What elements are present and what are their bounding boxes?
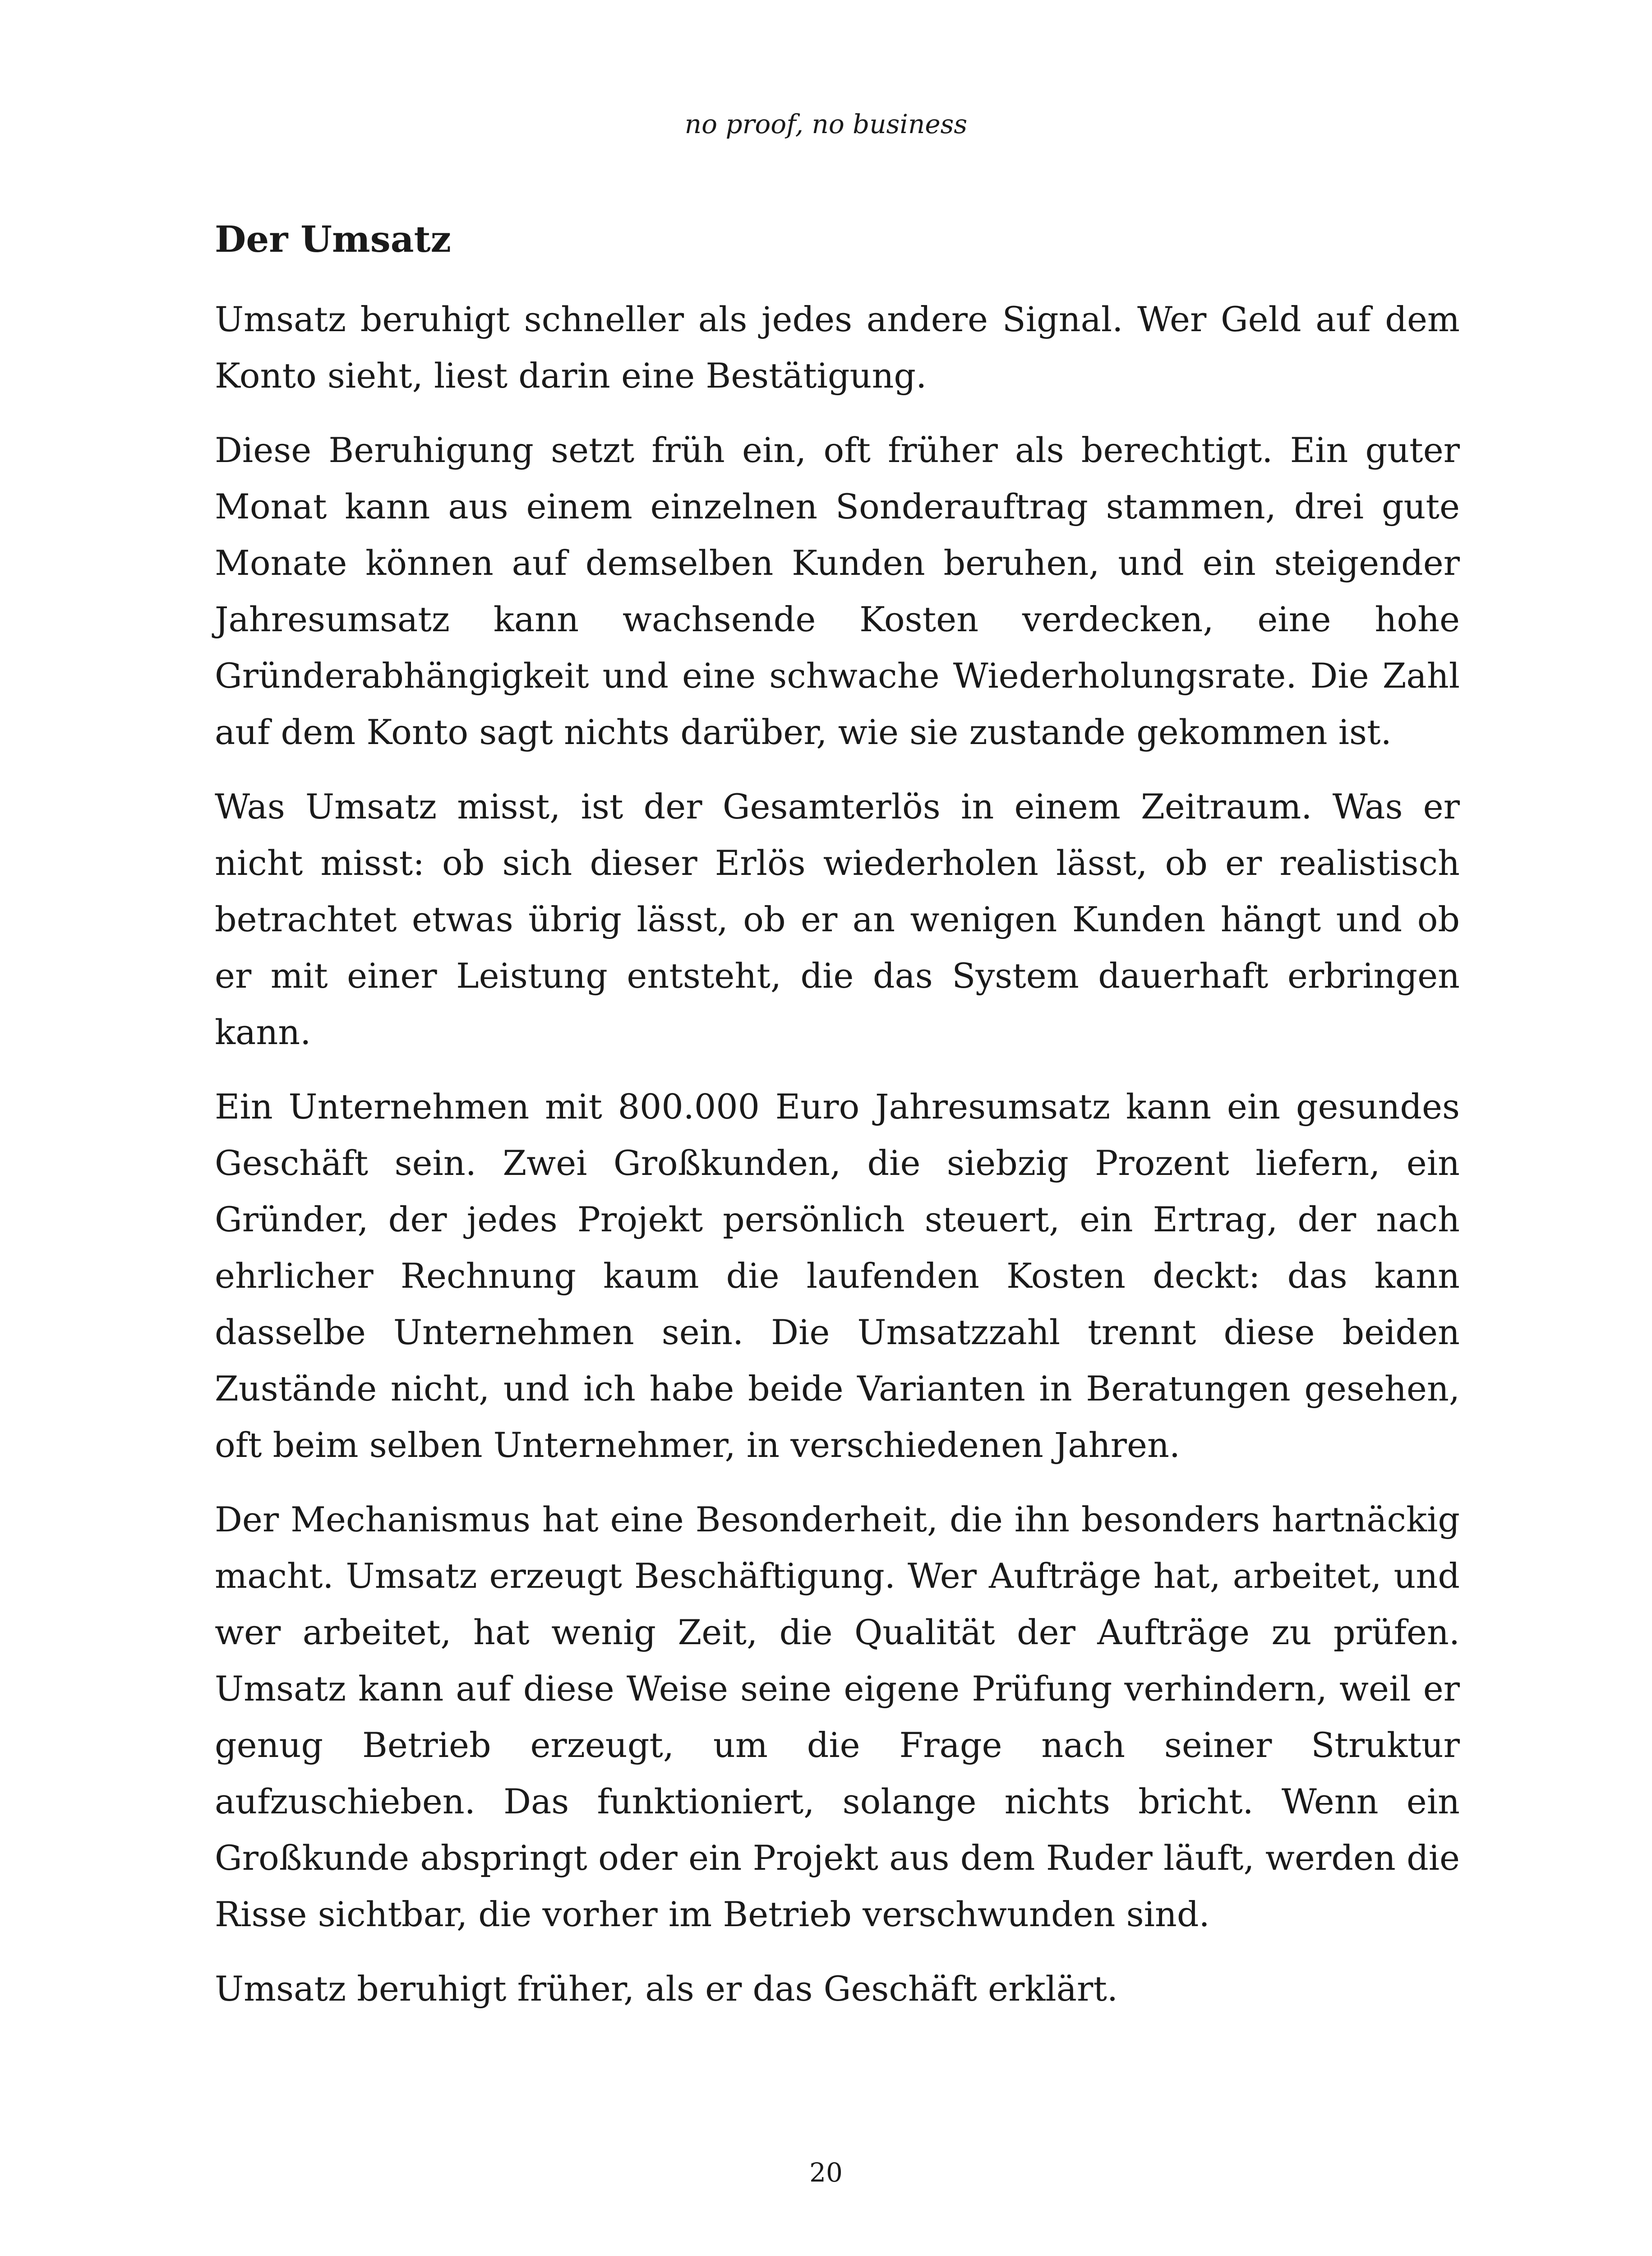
paragraph-4: Ein Unternehmen mit 800.000 Euro Jahresumsatz kann ein gesundes Geschäft sein. Zwei Großkunden, die siebzig Prozent liefern, ein Gründer, der jedes Projekt persönlich steuert, ein Ertrag, der nach ehrlicher Rechnung kaum die laufenden Kosten deckt: das kann dasselbe Unternehmen sein. Die Umsatzzahl trennt diese beiden Zustände nicht, und ich habe beide Varianten in Beratungen gesehen, oft beim selben Unternehmer, in verschiedenen Jahren. (215, 1086, 1460, 1465)
paragraph-1: Umsatz beruhigt schneller als jedes andere Signal. Wer Geld auf dem Konto sieht, liest darin eine Bestätigung. (215, 299, 1460, 396)
paragraph-5: Der Mechanismus hat eine Besonderheit, die ihn besonders hartnäckig macht. Umsatz erzeugt Beschäftigung. Wer Aufträge hat, arbeitet, und wer arbeitet, hat wenig Zeit, die Qualität der Aufträge zu prüfen. Umsatz kann auf diese Weise seine eigene Prüfung verhindern, weil er genug Betrieb erzeugt, um die Frage nach seiner Struktur aufzuschieben. Das funktioniert, solange nichts bricht. Wenn ein Großkunde abspringt oder ein Projekt aus dem Ruder läuft, werden die Risse sichtbar, die vorher im Betrieb verschwunden sind. (215, 1499, 1460, 1934)
paragraph-6: Umsatz beruhigt früher, als er das Geschäft erklärt. (215, 1969, 1118, 2009)
paragraph-2: Diese Beruhigung setzt früh ein, oft früher als berechtigt. Ein guter Monat kann aus einem einzelnen Sonderauftrag stammen, drei gute Monate können auf demselben Kunden beruhen, und ein steigender Jahresumsatz kann wachsende Kosten verdecken, eine hohe Gründerabhängigkeit und eine schwache Wiederholungsrate. Die Zahl auf dem Konto sagt nichts darüber, wie sie zustande gekommen ist. (215, 430, 1460, 752)
section-heading: Der Umsatz (215, 218, 451, 260)
running-header: no proof, no business (684, 109, 968, 139)
page-number: 20 (809, 2157, 843, 2188)
paragraph-3: Was Umsatz misst, ist der Gesamterlös in einem Zeitraum. Was er nicht misst: ob sich dieser Erlös wiederholen lässt, ob er realistisch betrachtet etwas übrig lässt, ob er an wenigen Kunden hängt und ob er mit einer Leistung entsteht, die das System dauerhaft erbringen kann. (215, 786, 1460, 1052)
main-text (215, 212, 1460, 2035)
